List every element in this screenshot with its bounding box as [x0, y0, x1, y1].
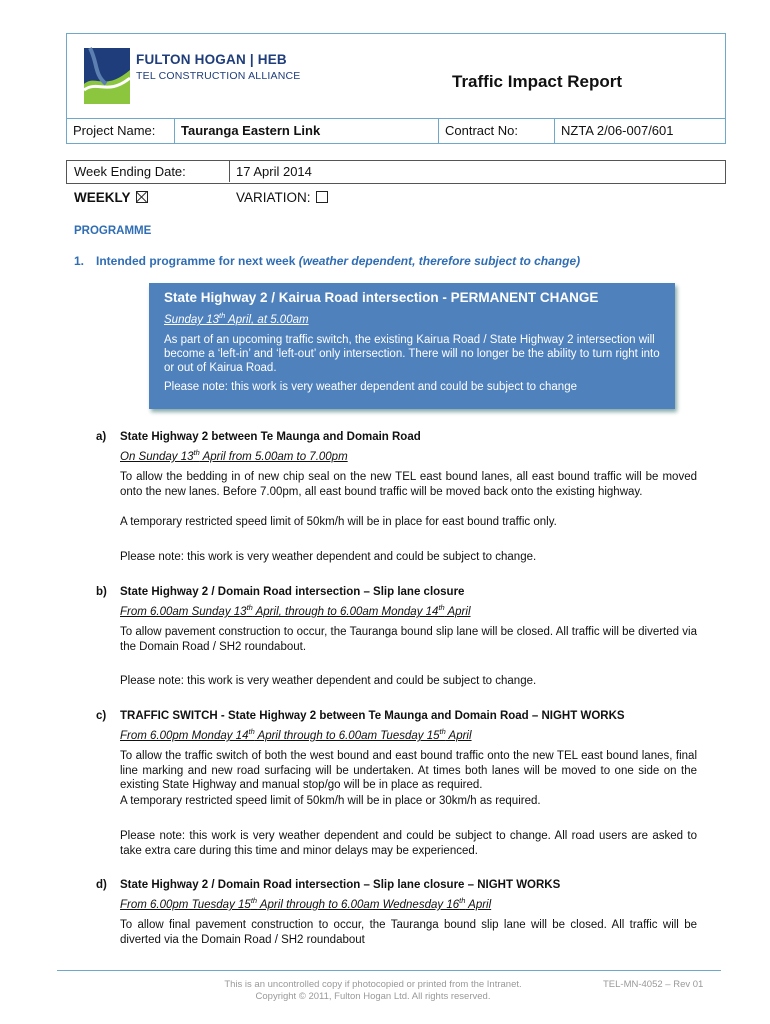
item-a-description: To allow the bedding in of new chip seal on the new TEL east bound lanes, all east bound traffic will be moved onto the new lanes. Before 7.00pm, all east bound traffic will be moved back onto the existing highway.: [120, 471, 697, 498]
week-ending-value: 17 April 2014: [236, 164, 312, 179]
item-b-title: State Highway 2 / Domain Road intersection – Slip lane closure: [120, 586, 465, 598]
item-d-letter: d): [96, 879, 107, 891]
item-d-date: From 6.00pm Tuesday 15th April through to 6.00am Wednesday 16th April: [120, 896, 492, 911]
contract-value: NZTA 2/06-007/601: [561, 123, 674, 138]
item-c-letter: c): [96, 710, 107, 722]
footer-document-ref: TEL-MN-4052 – Rev 01: [603, 979, 704, 990]
permanent-change-notice: [149, 283, 675, 409]
project-name-value: Tauranga Eastern Link: [175, 119, 439, 143]
item-c-date: From 6.00pm Monday 14th April through to 6.00am Tuesday 15th April: [120, 727, 472, 742]
logo-line-1: FULTON HOGAN | HEB: [136, 52, 287, 67]
contract-label: Contract No:: [439, 119, 555, 143]
notice-text: As part of an upcoming traffic switch, the existing Kairua Road / State Highway 2 intersection will become a ‘left-in’ and ‘left-out’ only intersection. There will no longer be the ability to turn right into or out of Kairua Road.: [164, 334, 660, 374]
footer-copyright: Copyright © 2011, Fulton Hogan Ltd. All rights reserved.: [255, 991, 491, 1002]
project-name-label: Project Name:: [67, 119, 175, 143]
variation-option: [236, 190, 328, 205]
item-d-title: State Highway 2 / Domain Road intersection – Slip lane closure – NIGHT WORKS: [120, 879, 561, 891]
item-a-title: State Highway 2 between Te Maunga and Domain Road: [120, 431, 421, 443]
item-a-date: On Sunday 13th April from 5.00am to 7.00pm: [120, 448, 348, 463]
notice-title: State Highway 2 / Kairua Road intersection - PERMANENT CHANGE: [164, 290, 599, 305]
item-c-title: TRAFFIC SWITCH - State Highway 2 between Te Maunga and Domain Road – NIGHT WORKS: [120, 710, 625, 722]
weekly-option: [74, 190, 148, 205]
item-b-description: To allow pavement construction to occur, the Tauranga bound slip lane will be closed. All traffic will be diverted via the Domain Road / SH2 roundabout.: [120, 626, 697, 653]
programme-item-note: (weather dependent, therefore subject to change): [298, 254, 581, 268]
item-b-date: From 6.00am Sunday 13th April, through to 6.00am Monday 14th April: [120, 603, 471, 618]
footer-divider: [57, 970, 721, 971]
weekly-label: WEEKLY: [74, 190, 131, 205]
week-divider: [229, 160, 230, 182]
project-row: [66, 118, 726, 144]
item-b-letter: b): [96, 586, 107, 598]
notice-date: Sunday 13th April, at 5.00am: [164, 311, 309, 326]
week-ending-label: Week Ending Date:: [74, 164, 186, 179]
notice-weather-note: Please note: this work is very weather dependent and could be subject to change: [164, 381, 577, 393]
item-a-speed-limit: A temporary restricted speed limit of 50km/h will be in place for east bound traffic only.: [120, 516, 557, 528]
item-d-description: To allow final pavement construction to occur, the Tauranga bound slip lane will be closed. All traffic will be diverted via the Domain Road / SH2 roundabout: [120, 919, 697, 946]
programme-item-text: Intended programme for next week: [96, 254, 296, 268]
weekly-checkbox[interactable]: [136, 191, 148, 203]
variation-checkbox[interactable]: [316, 191, 328, 203]
item-a-letter: a): [96, 431, 107, 443]
programme-item-number: 1.: [74, 254, 85, 268]
item-b-weather-note: Please note: this work is very weather dependent and could be subject to change.: [120, 675, 537, 687]
footer-disclaimer: This is an uncontrolled copy if photocopied or printed from the Intranet.: [224, 979, 522, 990]
item-c-weather-note: Please note: this work is very weather dependent and could be subject to change. All road users are asked to take extra care during this time and minor delays may be experienced.: [120, 830, 697, 857]
intended-programme-heading: [74, 254, 580, 268]
item-a-weather-note: Please note: this work is very weather dependent and could be subject to change.: [120, 551, 537, 563]
programme-heading: PROGRAMME: [74, 225, 152, 237]
report-title: Traffic Impact Report: [452, 72, 623, 91]
item-c-description: To allow the traffic switch of both the west bound and east bound traffic onto the new TEL east bound lanes, final line marking and new road surfacing will be undertaken. At times both lanes will be moved to one side on the existing State Highway and manual stop/go will be in place as required.: [120, 750, 697, 791]
logo-line-2: TEL CONSTRUCTION ALLIANCE: [136, 70, 301, 82]
variation-label: VARIATION:: [236, 190, 311, 205]
item-c-speed-limit: A temporary restricted speed limit of 50km/h will be in place or 30km/h as required.: [120, 795, 541, 807]
